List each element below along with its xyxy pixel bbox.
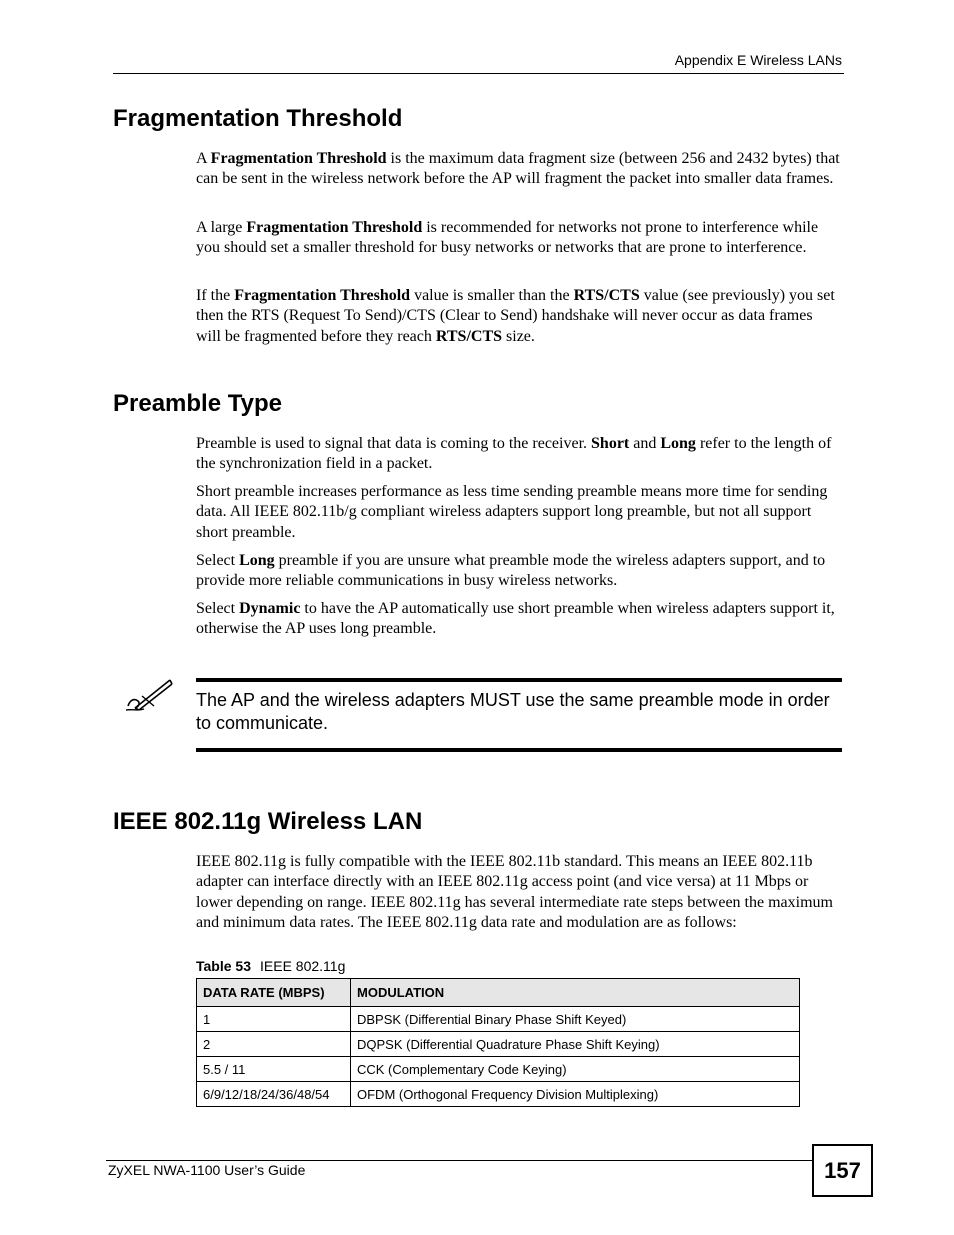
table-caption-title: IEEE 802.11g <box>260 958 346 974</box>
frag-paragraph-1: A Fragmentation Threshold is the maximum data fragment size (between 256 and 2432 bytes) that can be sent in the wireless network before the AP will fragment the packet into smaller data frames. <box>196 150 840 188</box>
header-modulation: MODULATION <box>351 979 800 1007</box>
footer-guide-title: ZyXEL NWA-1100 User’s Guide <box>108 1162 306 1178</box>
note-text: The AP and the wireless adapters MUST use the same preamble mode in order to communicate. <box>196 690 830 733</box>
heading-fragmentation-threshold: Fragmentation Threshold <box>113 105 403 132</box>
preamble-paragraph-3: Select Long preamble if you are unsure what preamble mode the wireless adapters support, and to provide more reliable communications in busy wireless networks. <box>196 552 826 590</box>
cell-rate: 1 <box>197 1007 351 1032</box>
running-header: Appendix E Wireless LANs <box>674 52 842 68</box>
data-rate-table <box>196 978 800 1107</box>
pencil-note-icon <box>124 676 174 714</box>
table-header-row <box>197 979 800 1007</box>
cell-rate: 5.5 / 11 <box>197 1057 351 1082</box>
table-caption-label: Table 53 <box>196 958 251 974</box>
ieee-paragraph-1: IEEE 802.11g is fully compatible with the IEEE 802.11b standard. This means an IEEE 802.11b adapter can interface directly with an IEEE 802.11g access point (and vice versa) at 11 Mbps or lower depending on range. IEEE 802.11g has several intermediate rate steps between the maximum and minimum data rates. The IEEE 802.11g data rate and modulation are as follows: <box>196 853 833 931</box>
table-row <box>197 1032 800 1057</box>
header-divider <box>113 73 844 74</box>
header-data-rate: DATA RATE (MBPS) <box>197 979 351 1007</box>
footer-divider <box>106 1160 812 1161</box>
note-top-rule <box>196 678 842 682</box>
cell-rate: 6/9/12/18/24/36/48/54 <box>197 1082 351 1107</box>
frag-paragraph-2: A large Fragmentation Threshold is recommended for networks not prone to interference while you should set a smaller threshold for busy networks or networks that are prone to interference. <box>196 219 819 257</box>
cell-modulation: CCK (Complementary Code Keying) <box>351 1057 800 1082</box>
heading-preamble-type: Preamble Type <box>113 390 282 417</box>
cell-rate: 2 <box>197 1032 351 1057</box>
preamble-paragraph-1: Preamble is used to signal that data is coming to the receiver. Short and Long refer to the length of the synchronization field in a packet. <box>196 435 832 473</box>
frag-paragraph-3: If the Fragmentation Threshold value is smaller than the RTS/CTS value (see previously) you set then the RTS (Request To Send)/CTS (Clear to Send) handshake will never occur as data frames will be fragmented before they reach RTS/CTS size. <box>196 287 835 345</box>
table-row <box>197 1007 800 1032</box>
table-row <box>197 1082 800 1107</box>
preamble-paragraph-4: Select Dynamic to have the AP automatically use short preamble when wireless adapters support it, otherwise the AP uses long preamble. <box>196 600 835 638</box>
table-row <box>197 1057 800 1082</box>
table-caption <box>196 958 345 974</box>
page-number: 157 <box>812 1144 873 1197</box>
preamble-paragraph-2: Short preamble increases performance as less time sending preamble means more time for sending data. All IEEE 802.11b/g compliant wireless adapters support long preamble, but not all support short preamble. <box>196 483 828 541</box>
note-bottom-rule <box>196 748 842 752</box>
cell-modulation: OFDM (Orthogonal Frequency Division Multiplexing) <box>351 1082 800 1107</box>
heading-ieee-80211g: IEEE 802.11g Wireless LAN <box>113 808 423 835</box>
cell-modulation: DQPSK (Differential Quadrature Phase Shift Keying) <box>351 1032 800 1057</box>
cell-modulation: DBPSK (Differential Binary Phase Shift Keyed) <box>351 1007 800 1032</box>
